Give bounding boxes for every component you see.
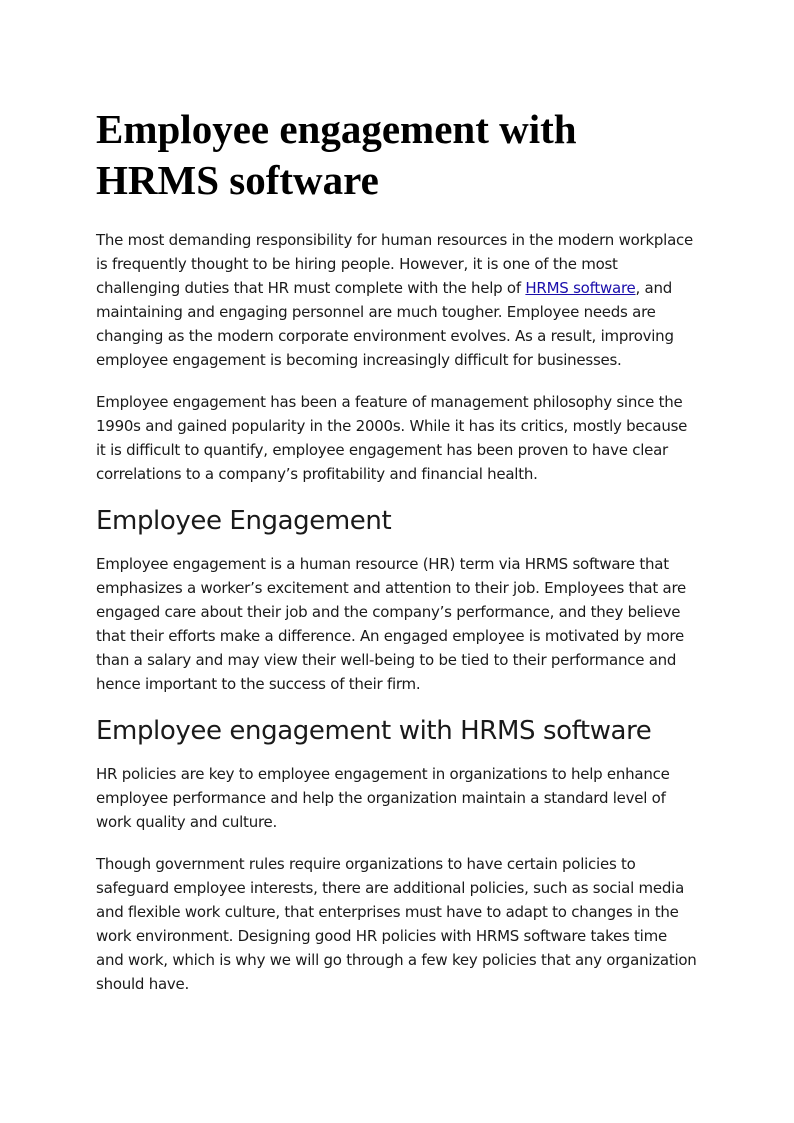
section-heading-engagement-with-hrms: Employee engagement with HRMS software — [96, 716, 652, 746]
intro-text-after-link: , and maintaining and engaging personnel are much tougher. Employee needs are changing as the modern corporate environment evolves. As a result, improving employee engagement is becoming increasingly difficult for businesses. — [96, 279, 674, 369]
section1-paragraph-1: Employee engagement is a human resource (HR) term via HRMS software that emphasizes a worker’s excitement and attention to their job. Employees that are engaged care about their job and the company’s performance, and they believe that their efforts make a difference. An engaged employee is motivated by more than a salary and may view their well-being to be tied to their performance and hence important to the success of their firm. — [96, 555, 687, 693]
section2-paragraph-1: HR policies are key to employee engagement in organizations to help enhance employee performance and help the organization maintain a standard level of work quality and culture. — [96, 765, 670, 831]
intro-paragraph-2: Employee engagement has been a feature of management philosophy since the 1990s and gained popularity in the 2000s. While it has its critics, mostly because it is difficult to quantify, employee engagement has been proven to have clear correlations to a company’s profitability and financial health. — [96, 393, 688, 483]
section-heading-employee-engagement: Employee Engagement — [96, 506, 392, 536]
document-page — [96, 104, 698, 1014]
section2-paragraph-2: Though government rules require organizations to have certain policies to safeguard employee interests, there are additional policies, such as social media and flexible work culture, that enterprises must have to adapt to changes in the work environment. Designing good HR policies with HRMS software takes time and work, which is why we will go through a few key policies that any organization should have. — [96, 855, 697, 993]
hrms-software-link[interactable]: HRMS software — [525, 279, 636, 297]
intro-paragraph-1 — [96, 228, 698, 372]
page-title: Employee engagement with HRMS software — [96, 106, 577, 203]
intro-text-before-link: The most demanding responsibility for human resources in the modern workplace is frequently thought to be hiring people. However, it is one of the most challenging duties that HR must complete with the help of — [96, 231, 693, 297]
